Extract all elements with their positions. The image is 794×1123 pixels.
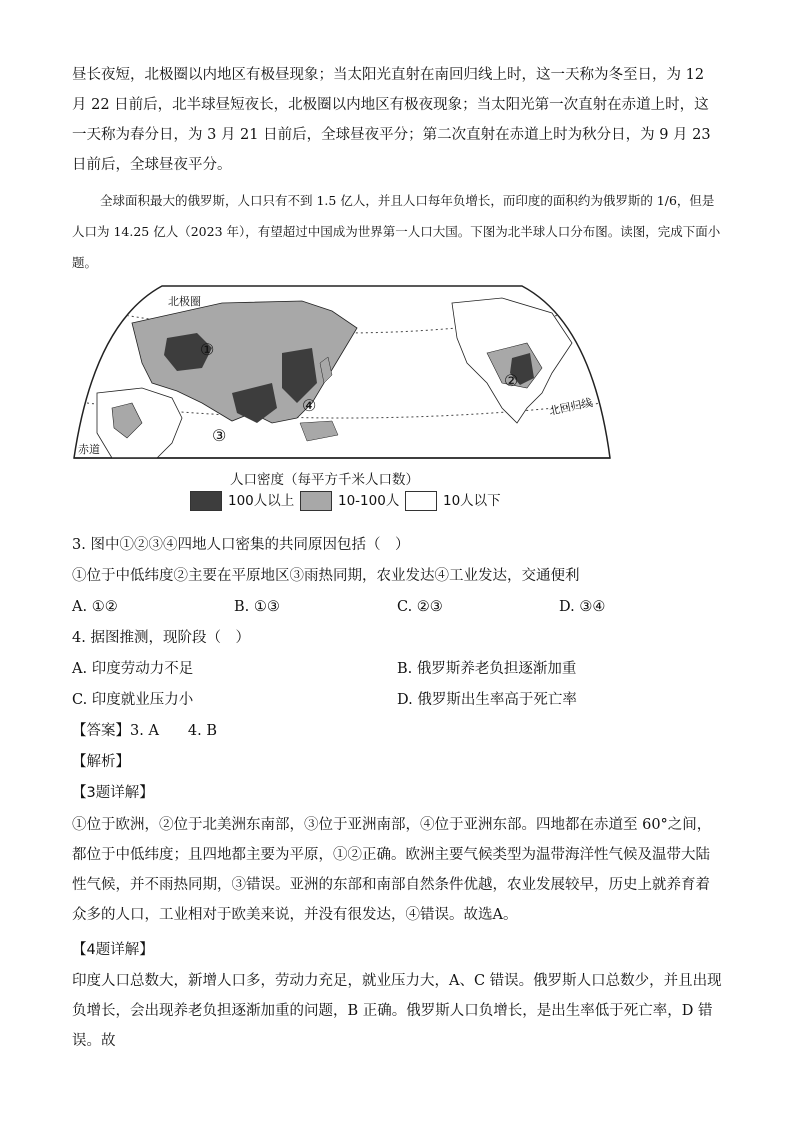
q4-option-b: B. 俄罗斯养老负担逐渐加重 xyxy=(397,661,577,677)
marker-4: ④ xyxy=(302,396,317,415)
q3-option-b: B. ①③ xyxy=(234,599,280,615)
legend-item-medium: 10-100人 xyxy=(300,490,399,512)
legend-title: 人口密度（每平方千米人口数） xyxy=(230,472,419,488)
q4-detail-tag-row xyxy=(72,935,722,965)
q4-options-row-1 xyxy=(72,654,722,684)
q4-option-a: A. 印度劳动力不足 xyxy=(72,661,194,677)
q4-stem: 4. 据图推测，现阶段（ ） xyxy=(72,630,250,646)
q3-option-c: C. ②③ xyxy=(397,599,443,615)
q3-option-d: D. ③④ xyxy=(559,599,606,615)
q3-option-a: A. ①② xyxy=(72,599,118,615)
q4-detail-tag: 【4题详解】 xyxy=(72,942,154,958)
q4-detail: 印度人口总数大，新增人口多，劳动力充足，就业压力大，A、C 错误。俄罗斯人口总数少，并且出现负增长，会出现养老负担逐渐加重的问题，B 正确。俄罗斯人口负增长，是出生率低于死亡率，D 错误。故 xyxy=(72,973,722,1049)
q3-stem: 3. 图中①②③④四地人口密集的共同原因包括（ ） xyxy=(72,537,410,553)
answer-tag: 【答案】 xyxy=(72,723,130,739)
analysis-row xyxy=(72,747,722,777)
q4-option-d: D. 俄罗斯出生率高于死亡率 xyxy=(397,692,577,708)
material-paragraph: 全球面积最大的俄罗斯，人口只有不到 1.5 亿人，并且人口每年负增长，而印度的面积约为俄罗斯的 1/6，但是人口为 14.25 亿人（2023 年），有望超过中国成为世界第一人口大国。下图为北半球人口分布图。读图，完成下面小题。 xyxy=(72,193,721,270)
legend-item-low: 10人以下 xyxy=(405,490,501,512)
arctic-circle-label: 北极圈 xyxy=(168,295,201,308)
analysis-tag: 【解析】 xyxy=(72,754,130,770)
swatch-high xyxy=(190,491,222,511)
q3-conditions-row xyxy=(72,561,722,591)
marker-3: ③ xyxy=(212,426,227,445)
answer-text: 3. A 4. B xyxy=(130,723,218,739)
tropic-of-cancer-label: 北回归线 xyxy=(547,396,594,418)
q3-stem-row xyxy=(72,530,722,560)
marker-2: ② xyxy=(504,371,519,390)
q3-detail: ①位于欧洲，②位于北美洲东南部，③位于亚洲南部，④位于亚洲东部。四地都在赤道至 60°之间，都位于中低纬度；且四地都主要为平原，①②正确。欧洲主要气候类型为温带海洋性气候及温带大陆性气候，并不雨热同期，③错误。亚洲的东部和南部自然条件优越，农业发展较早，历史上就养育着众多的人口，工业相对于欧美来说，并没有很发达，④错误。故选A。 xyxy=(72,817,712,923)
q4-stem-row xyxy=(72,623,722,653)
q3-detail-tag: 【3题详解】 xyxy=(72,785,154,801)
q3-detail-tag-row xyxy=(72,778,722,808)
q3-conditions: ①位于中低纬度②主要在平原地区③雨热同期，农业发达④工业发达，交通便利 xyxy=(72,568,580,584)
equator-label: 赤道 xyxy=(78,443,100,456)
q3-options-row xyxy=(72,592,722,622)
q4-options-row-2 xyxy=(72,685,722,715)
q4-option-c: C. 印度就业压力小 xyxy=(72,692,194,708)
swatch-medium xyxy=(300,491,332,511)
answer-row xyxy=(72,716,722,746)
intro-paragraph: 昼长夜短，北极圈以内地区有极昼现象；当太阳光直射在南回归线上时，这一天称为冬至日，为 12 月 22 日前后，北半球昼短夜长，北极圈以内地区有极夜现象；当太阳光第一次直射在赤道上时，这一天称为春分日，为 3 月 21 日前后，全球昼夜平分；第二次直射在赤道上时为秋分日，为 9 月 23 日前后，全球昼夜平分。 xyxy=(72,67,711,173)
marker-1: ① xyxy=(200,340,215,359)
swatch-low xyxy=(405,491,437,511)
legend-item-high: 100人以上 xyxy=(190,490,294,512)
